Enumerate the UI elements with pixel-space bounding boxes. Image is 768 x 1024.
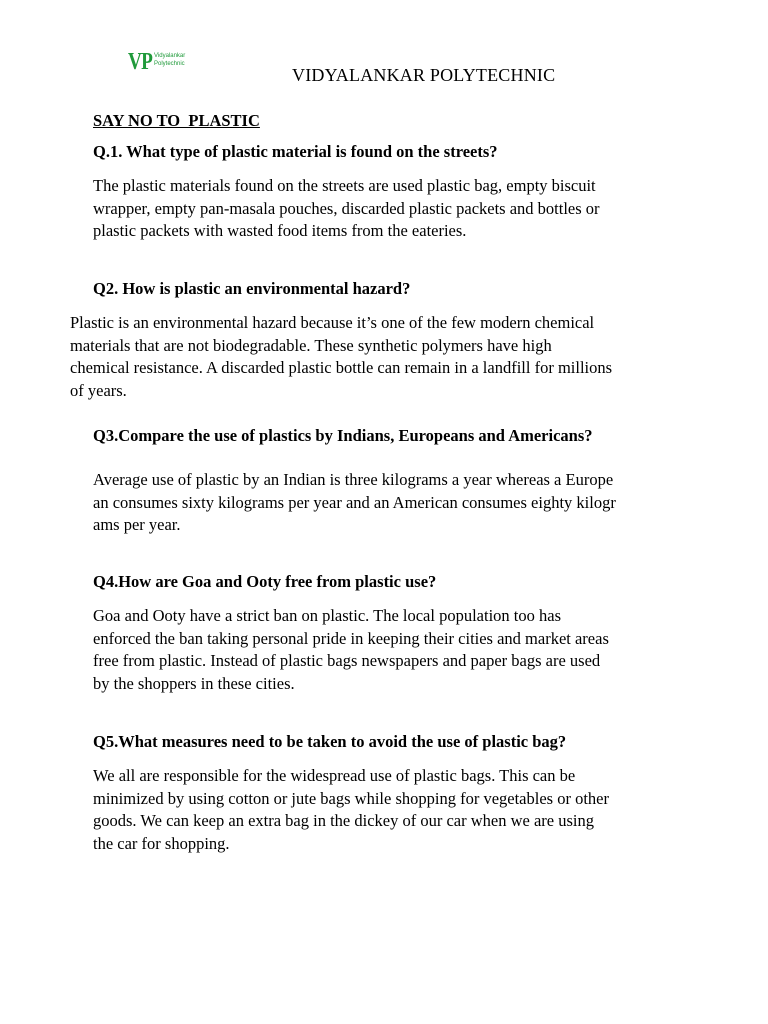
answer-line: minimized by using cotton or jute bags while shopping for vegetables or other [93,788,609,808]
answer-line: goods. We can keep an extra bag in the dickey of our car when we are using [93,811,594,831]
answer-1 [93,175,600,243]
answer-line: Goa and Ooty have a strict ban on plastic. The local population too has [93,606,561,625]
question-3: Q3.Compare the use of plastics by Indians, Europeans and Americans? [93,426,593,445]
document-heading: SAY NO TO PLASTIC [93,111,260,130]
answer-3 [93,469,616,537]
answer-line: an consumes sixty kilograms per year and an American consumes eighty kilogr [93,492,616,512]
answer-line: enforced the ban taking personal pride in keeping their cities and market areas [93,628,609,648]
answer-5 [93,765,609,855]
question-4: Q4.How are Goa and Ooty free from plastic use? [93,572,437,591]
question-5: Q5.What measures need to be taken to avoid the use of plastic bag? [93,732,567,751]
answer-line: Plastic is an environmental hazard because it’s one of the few modern chemical [70,313,595,332]
answer-line: free from plastic. Instead of plastic bags newspapers and paper bags are used [93,651,601,671]
answer-line: We all are responsible for the widespread use of plastic bags. This can be [93,766,576,785]
answer-line: plastic packets with wasted food items from the eateries. [93,221,467,241]
answer-line: the car for shopping. [93,833,230,853]
answer-line: materials that are not biodegradable. These synthetic polymers have high [70,335,552,355]
college-logo [128,48,188,78]
answer-4 [93,605,609,695]
answer-line: wrapper, empty pan-masala pouches, discarded plastic packets and bottles or [93,198,600,218]
logo-text-line1: Vidyalankar [154,53,186,59]
institution-name: VIDYALANKAR POLYTECHNIC [292,65,556,85]
logo-text [154,52,185,68]
answer-line: chemical resistance. A discarded plastic bottle can remain in a landfill for millions [70,358,613,378]
answer-line: by the shoppers in these cities. [93,673,295,693]
logo-mark: VP [128,49,152,75]
answer-2 [70,312,612,402]
question-2: Q2. How is plastic an environmental hazard? [93,279,411,298]
question-1: Q.1. What type of plastic material is found on the streets? [93,142,498,161]
answer-line: of years. [70,380,127,400]
answer-line: The plastic materials found on the streets are used plastic bag, empty biscuit [93,176,596,195]
answer-line: Average use of plastic by an Indian is three kilograms a year whereas a Europe [93,470,614,489]
answer-line: ams per year. [93,515,181,535]
logo-text-line2: Polytechnic [154,61,185,67]
